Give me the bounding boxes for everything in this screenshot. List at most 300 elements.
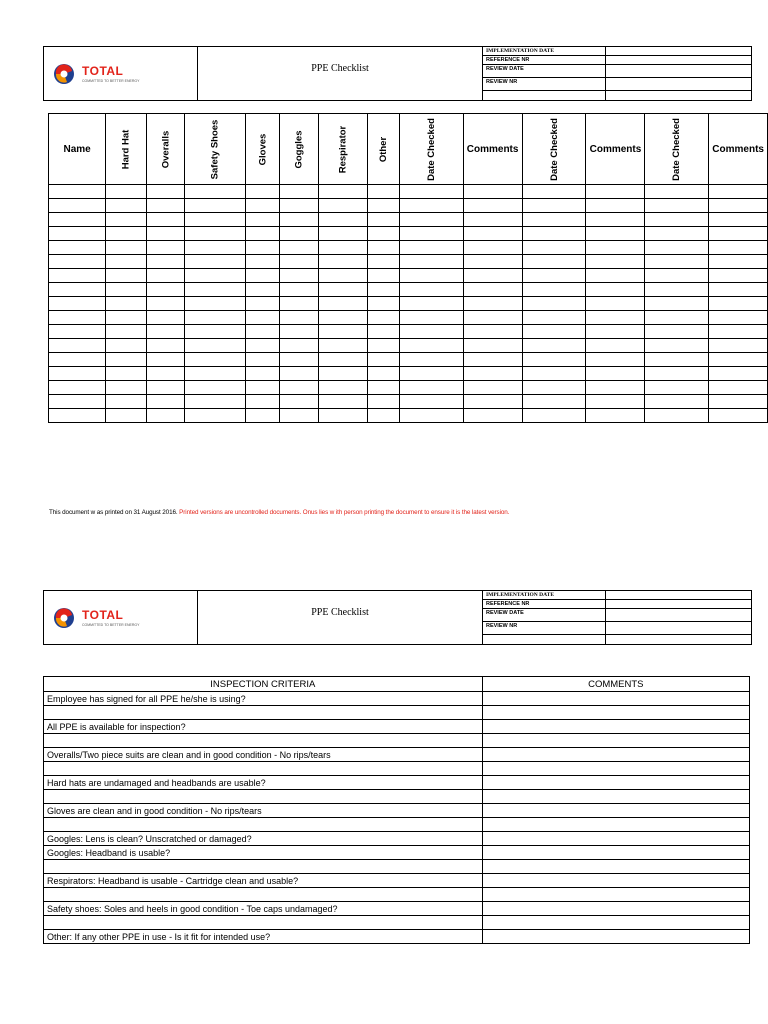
table-cell: [586, 395, 645, 409]
inspection-row: [44, 902, 750, 916]
table-cell: [319, 325, 368, 339]
table-cell: [367, 241, 399, 255]
table-cell: [709, 241, 768, 255]
table-cell: [586, 381, 645, 395]
comments-cell: [482, 776, 749, 790]
comments-cell: [482, 818, 749, 832]
table-cell: [246, 395, 280, 409]
table-cell: [586, 353, 645, 367]
col-date-checked-3: [645, 114, 709, 185]
table-cell: [246, 297, 280, 311]
inspection-row: [44, 706, 750, 720]
table-cell: [319, 269, 368, 283]
criteria-cell: All PPE is available for inspection?: [44, 720, 483, 734]
table-cell: [709, 227, 768, 241]
table-cell: [319, 227, 368, 241]
comments-cell: [482, 832, 749, 846]
criteria-cell: [44, 888, 483, 902]
table-cell: [463, 241, 522, 255]
table-cell: [586, 199, 645, 213]
table-cell: [246, 227, 280, 241]
comments-cell: [482, 720, 749, 734]
logo-cell: [44, 591, 198, 644]
table-cell: [49, 353, 106, 367]
table-cell: [586, 325, 645, 339]
table-cell: [319, 339, 368, 353]
table-row: [49, 409, 768, 423]
table-cell: [367, 325, 399, 339]
col-other: [367, 114, 399, 185]
table-cell: [645, 241, 709, 255]
table-cell: [106, 297, 147, 311]
comments-cell: [482, 916, 749, 930]
total-logo-icon: [53, 63, 75, 85]
table-cell: [146, 269, 185, 283]
table-cell: [645, 269, 709, 283]
table-cell: [586, 227, 645, 241]
table-cell: [49, 283, 106, 297]
logo-wordmark: TOTAL: [82, 64, 124, 78]
table-cell: [367, 269, 399, 283]
table-cell: [522, 367, 586, 381]
table-cell: [586, 311, 645, 325]
table-cell: [645, 381, 709, 395]
table-cell: [645, 199, 709, 213]
col-date-checked-1: [399, 114, 463, 185]
table-cell: [645, 311, 709, 325]
table-cell: [246, 339, 280, 353]
table-cell: [246, 353, 280, 367]
table-row: [49, 213, 768, 227]
table-row: [49, 395, 768, 409]
logo-tagline: COMMITTED TO BETTER ENERGY: [82, 79, 140, 83]
logo-wordmark: TOTAL: [82, 608, 124, 622]
implementation-date-label: IMPLEMENTATION DATE: [483, 47, 606, 55]
table-cell: [106, 241, 147, 255]
table-cell: [185, 241, 246, 255]
table-cell: [106, 283, 147, 297]
print-notice-date: This document w as printed on 31 August 2016.: [49, 509, 180, 516]
table-cell: [645, 255, 709, 269]
table-cell: [49, 269, 106, 283]
table-cell: [586, 409, 645, 423]
table-cell: [709, 409, 768, 423]
table-cell: [522, 395, 586, 409]
comments-cell: [482, 790, 749, 804]
table-cell: [645, 283, 709, 297]
review-date-label: REVIEW DATE: [483, 65, 606, 77]
table-cell: [522, 381, 586, 395]
col-label: Date Checked: [671, 117, 683, 181]
col-label: Gloves: [257, 133, 269, 165]
table-cell: [106, 185, 147, 199]
inspection-row: [44, 860, 750, 874]
table-cell: [586, 269, 645, 283]
criteria-cell: Googles: Headband is usable?: [44, 846, 483, 860]
col-date-checked-2: [522, 114, 586, 185]
criteria-cell: Safety shoes: Soles and heels in good condition - Toe caps undamaged?: [44, 902, 483, 916]
table-cell: [319, 367, 368, 381]
table-cell: [522, 269, 586, 283]
table-cell: [185, 409, 246, 423]
table-cell: [522, 353, 586, 367]
table-cell: [463, 269, 522, 283]
table-cell: [645, 297, 709, 311]
table-cell: [645, 227, 709, 241]
table-cell: [367, 367, 399, 381]
comments-cell: [482, 692, 749, 706]
table-cell: [246, 269, 280, 283]
table-cell: [280, 353, 319, 367]
table-cell: [586, 241, 645, 255]
criteria-cell: [44, 818, 483, 832]
table-cell: [319, 311, 368, 325]
table-cell: [146, 297, 185, 311]
col-gloves: [246, 114, 280, 185]
table-cell: [463, 353, 522, 367]
table-cell: [106, 269, 147, 283]
table-cell: [49, 185, 106, 199]
table-cell: [709, 297, 768, 311]
table-cell: [319, 241, 368, 255]
table-cell: [522, 241, 586, 255]
table-cell: [399, 185, 463, 199]
table-cell: [185, 297, 246, 311]
table-cell: [246, 283, 280, 297]
table-cell: [709, 283, 768, 297]
total-logo-icon: [53, 607, 75, 629]
comments-cell: [482, 804, 749, 818]
table-cell: [319, 409, 368, 423]
table-cell: [246, 367, 280, 381]
table-cell: [367, 255, 399, 269]
criteria-cell: [44, 762, 483, 776]
table-cell: [106, 381, 147, 395]
table-cell: [49, 255, 106, 269]
table-cell: [280, 199, 319, 213]
table-cell: [280, 283, 319, 297]
table-cell: [185, 395, 246, 409]
table-cell: [280, 241, 319, 255]
table-cell: [463, 395, 522, 409]
inspection-row: [44, 720, 750, 734]
table-cell: [319, 185, 368, 199]
table-cell: [399, 199, 463, 213]
table-cell: [319, 353, 368, 367]
table-cell: [49, 213, 106, 227]
table-cell: [49, 311, 106, 325]
comments-cell: [482, 888, 749, 902]
table-cell: [146, 283, 185, 297]
table-cell: [280, 227, 319, 241]
table-cell: [106, 311, 147, 325]
table-cell: [399, 269, 463, 283]
table-cell: [367, 213, 399, 227]
table-cell: [106, 339, 147, 353]
table-row: [49, 325, 768, 339]
table-cell: [399, 381, 463, 395]
meta-block: [483, 591, 751, 644]
table-cell: [399, 297, 463, 311]
col-label: Other: [377, 136, 389, 162]
document-header-1: [43, 46, 752, 101]
table-cell: [319, 213, 368, 227]
table-cell: [185, 325, 246, 339]
inspection-row: [44, 930, 750, 944]
comments-cell: [482, 762, 749, 776]
review-nr-label: REVIEW NR: [483, 622, 606, 634]
criteria-cell: Employee has signed for all PPE he/she is using?: [44, 692, 483, 706]
table-cell: [185, 255, 246, 269]
table-cell: [522, 297, 586, 311]
table-cell: [522, 311, 586, 325]
table-row: [49, 283, 768, 297]
table-cell: [709, 367, 768, 381]
inspection-header-row: [44, 677, 750, 692]
table-cell: [185, 339, 246, 353]
table-cell: [280, 409, 319, 423]
table-cell: [367, 395, 399, 409]
table-cell: [709, 339, 768, 353]
table-cell: [146, 255, 185, 269]
implementation-date-label: IMPLEMENTATION DATE: [483, 591, 606, 599]
comments-cell: [482, 846, 749, 860]
comments-header: COMMENTS: [482, 677, 749, 692]
reference-nr-label: REFERENCE NR: [483, 600, 606, 608]
table-cell: [49, 199, 106, 213]
table-row: [49, 353, 768, 367]
table-cell: [463, 283, 522, 297]
inspection-row: [44, 790, 750, 804]
table-row: [49, 297, 768, 311]
table-cell: [463, 325, 522, 339]
table-cell: [185, 381, 246, 395]
table-cell: [463, 185, 522, 199]
table-cell: [280, 269, 319, 283]
criteria-cell: [44, 860, 483, 874]
table-cell: [399, 367, 463, 381]
table-cell: [645, 213, 709, 227]
table-row: [49, 339, 768, 353]
table-row: [49, 227, 768, 241]
table-cell: [522, 409, 586, 423]
table-cell: [280, 325, 319, 339]
criteria-cell: Googles: Lens is clean? Unscratched or damaged?: [44, 832, 483, 846]
table-cell: [246, 241, 280, 255]
table-cell: [586, 213, 645, 227]
table-cell: [399, 241, 463, 255]
table-cell: [146, 339, 185, 353]
inspection-criteria-header: INSPECTION CRITERIA: [44, 677, 483, 692]
table-cell: [463, 297, 522, 311]
table-cell: [49, 297, 106, 311]
table-cell: [709, 213, 768, 227]
table-cell: [399, 213, 463, 227]
table-cell: [522, 255, 586, 269]
table-cell: [586, 185, 645, 199]
criteria-cell: [44, 916, 483, 930]
table-cell: [463, 255, 522, 269]
table-cell: [399, 311, 463, 325]
table-cell: [367, 339, 399, 353]
table-cell: [185, 199, 246, 213]
table-cell: [49, 227, 106, 241]
table-cell: [399, 227, 463, 241]
table-row: [49, 241, 768, 255]
table-cell: [709, 395, 768, 409]
table-cell: [522, 213, 586, 227]
table-cell: [246, 381, 280, 395]
table-cell: [319, 255, 368, 269]
criteria-cell: [44, 790, 483, 804]
table-cell: [146, 395, 185, 409]
table-cell: [106, 213, 147, 227]
table-cell: [49, 367, 106, 381]
table-cell: [586, 255, 645, 269]
inspection-row: [44, 804, 750, 818]
inspection-row: [44, 916, 750, 930]
table-cell: [49, 241, 106, 255]
table-cell: [463, 199, 522, 213]
table-cell: [645, 325, 709, 339]
inspection-row: [44, 846, 750, 860]
table-cell: [319, 283, 368, 297]
table-cell: [709, 325, 768, 339]
table-cell: [367, 311, 399, 325]
table-cell: [146, 367, 185, 381]
inspection-row: [44, 762, 750, 776]
inspection-body: [44, 677, 750, 944]
table-cell: [367, 185, 399, 199]
table-cell: [586, 283, 645, 297]
table-cell: [367, 227, 399, 241]
table-cell: [246, 311, 280, 325]
table-cell: [106, 395, 147, 409]
table-cell: [146, 199, 185, 213]
col-label: Goggles: [293, 129, 305, 169]
table-cell: [367, 409, 399, 423]
table-cell: [367, 381, 399, 395]
table-cell: [463, 381, 522, 395]
table-cell: [106, 199, 147, 213]
table-cell: [522, 283, 586, 297]
table-cell: [645, 409, 709, 423]
inspection-criteria-table: [43, 676, 750, 944]
col-comments-3: Comments: [709, 114, 768, 185]
table-cell: [246, 213, 280, 227]
comments-cell: [482, 748, 749, 762]
table-cell: [49, 395, 106, 409]
col-label: Date Checked: [425, 117, 437, 181]
table-cell: [280, 367, 319, 381]
comments-cell: [482, 930, 749, 944]
table-cell: [49, 381, 106, 395]
table-cell: [146, 311, 185, 325]
document-title: PPE Checklist: [198, 47, 483, 100]
table-cell: [645, 353, 709, 367]
table-cell: [367, 283, 399, 297]
comments-cell: [482, 874, 749, 888]
logo-tagline: COMMITTED TO BETTER ENERGY: [82, 623, 140, 627]
criteria-cell: Other: If any other PPE in use - Is it fit for intended use?: [44, 930, 483, 944]
inspection-row: [44, 692, 750, 706]
table-row: [49, 185, 768, 199]
table-cell: [185, 353, 246, 367]
table-cell: [280, 297, 319, 311]
table-row: [49, 311, 768, 325]
table-cell: [463, 227, 522, 241]
table-cell: [106, 367, 147, 381]
table-cell: [367, 353, 399, 367]
table-cell: [319, 297, 368, 311]
criteria-cell: [44, 734, 483, 748]
col-hard-hat: [106, 114, 147, 185]
table-cell: [709, 255, 768, 269]
table-cell: [185, 185, 246, 199]
criteria-cell: Hard hats are undamaged and headbands are usable?: [44, 776, 483, 790]
table-cell: [185, 269, 246, 283]
comments-cell: [482, 734, 749, 748]
table-cell: [709, 269, 768, 283]
table-cell: [399, 325, 463, 339]
table-cell: [49, 325, 106, 339]
col-label: Respirator: [337, 125, 349, 173]
table-row: [49, 381, 768, 395]
col-label: Date Checked: [548, 117, 560, 181]
table-cell: [645, 339, 709, 353]
table-cell: [586, 367, 645, 381]
checklist-body: [49, 185, 768, 423]
comments-cell: [482, 860, 749, 874]
inspection-row: [44, 748, 750, 762]
table-cell: [106, 227, 147, 241]
table-cell: [399, 409, 463, 423]
col-overalls: [146, 114, 185, 185]
table-cell: [709, 311, 768, 325]
criteria-cell: Gloves are clean and in good condition - No rips/tears: [44, 804, 483, 818]
col-comments-2: Comments: [586, 114, 645, 185]
col-respirator: [319, 114, 368, 185]
inspection-row: [44, 776, 750, 790]
col-comments-1: Comments: [463, 114, 522, 185]
table-cell: [463, 311, 522, 325]
table-cell: [280, 339, 319, 353]
table-cell: [106, 409, 147, 423]
table-cell: [522, 325, 586, 339]
table-cell: [463, 213, 522, 227]
criteria-cell: Overalls/Two piece suits are clean and in good condition - No rips/tears: [44, 748, 483, 762]
criteria-cell: [44, 706, 483, 720]
review-date-label: REVIEW DATE: [483, 609, 606, 621]
table-cell: [185, 311, 246, 325]
table-cell: [522, 227, 586, 241]
review-nr-label: REVIEW NR: [483, 78, 606, 90]
inspection-row: [44, 818, 750, 832]
table-cell: [463, 409, 522, 423]
table-cell: [185, 213, 246, 227]
table-cell: [185, 283, 246, 297]
table-cell: [399, 339, 463, 353]
comments-cell: [482, 706, 749, 720]
table-cell: [280, 395, 319, 409]
table-cell: [280, 255, 319, 269]
table-cell: [49, 339, 106, 353]
table-cell: [399, 353, 463, 367]
table-cell: [645, 367, 709, 381]
table-cell: [319, 199, 368, 213]
table-cell: [246, 255, 280, 269]
table-cell: [146, 381, 185, 395]
